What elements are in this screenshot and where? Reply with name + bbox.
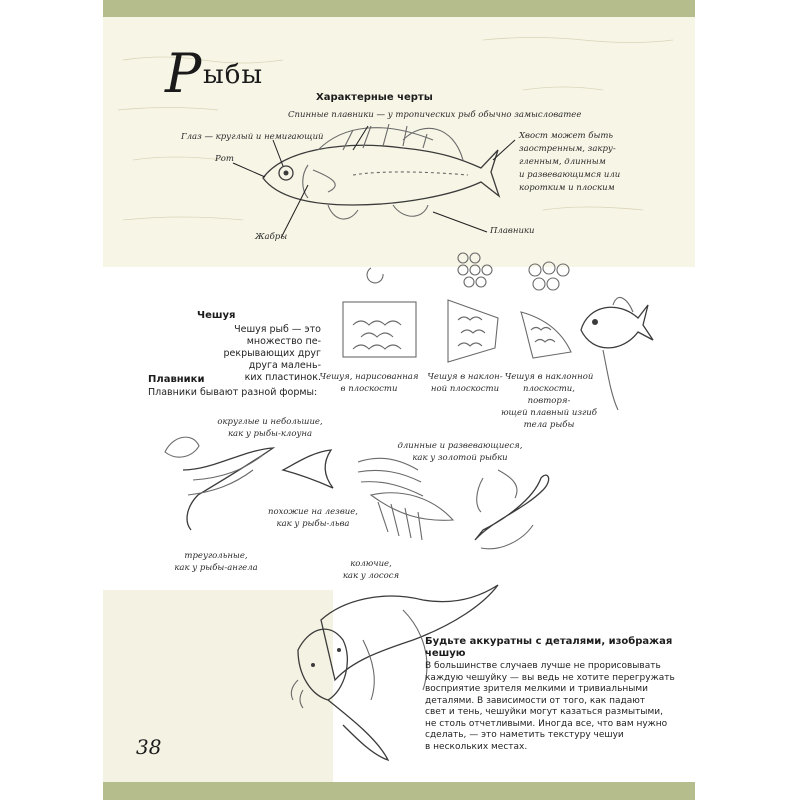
tip-text-line: в нескольких местах. bbox=[425, 741, 528, 752]
caption-line: округлые и небольшие, bbox=[217, 417, 323, 427]
tip-heading bbox=[425, 636, 672, 660]
caption-line: плоскости, повторя- bbox=[523, 384, 575, 406]
long-fin-sketch bbox=[358, 458, 453, 540]
caption-line: Чешуя в наклон- bbox=[427, 372, 503, 382]
triangular-fin-sketch bbox=[183, 448, 273, 530]
tip-text bbox=[425, 661, 675, 753]
caption-line: длинные и развевающиеся, bbox=[397, 441, 523, 451]
scales-description bbox=[197, 324, 321, 384]
label-mouth: Рот bbox=[215, 154, 234, 164]
title-initial: Р bbox=[165, 42, 202, 105]
tip-text-line: свет и тень, чешуйки могут казаться размытыми, bbox=[425, 707, 663, 717]
tail-line: и развевающимся или bbox=[519, 170, 621, 180]
fins-intro: Плавники бывают разной формы: bbox=[148, 387, 318, 398]
scales-text-line: ких пластинок. bbox=[244, 372, 321, 383]
label-dorsal-fins: Спинные плавники — у тропических рыб обычно замысловатее bbox=[288, 110, 582, 120]
fins-heading: Плавники bbox=[148, 374, 205, 385]
rounded-fin-sketch bbox=[165, 437, 199, 457]
label-tail bbox=[519, 130, 620, 195]
scales-heading: Чешуя bbox=[197, 310, 236, 321]
caption-line: ющей плавный изгиб bbox=[501, 408, 597, 418]
caption-line: как у рыбы-ангела bbox=[174, 563, 258, 573]
page-title: ыбы bbox=[203, 60, 264, 90]
caption-flat-scales bbox=[319, 371, 419, 395]
tail-line: Хвост может быть bbox=[519, 131, 614, 141]
label-gills: Жабры bbox=[255, 232, 288, 242]
page-number: 38 bbox=[136, 735, 162, 759]
tip-text-line: каждую чешуйку — вы ведь не хотите перегружать bbox=[425, 672, 675, 683]
tip-text-line: восприятие зрителя мелкими и тривиальными bbox=[425, 684, 648, 694]
scales-curved-sketch bbox=[521, 262, 571, 358]
caption-line: колючие, bbox=[350, 559, 392, 569]
label-fins: Плавники bbox=[490, 226, 535, 236]
label-eye: Глаз — круглый и немигающий bbox=[181, 132, 324, 142]
scales-text-line: Чешуя рыб — это множество пе- bbox=[234, 324, 321, 347]
tip-text-line: В большинстве случаев лучше не прорисовывать bbox=[425, 661, 661, 671]
scales-text-line: рекрывающих друг друга малень- bbox=[223, 348, 321, 371]
caption-line: похожие на лезвие, bbox=[268, 507, 358, 517]
caption-line: Чешуя в наклонной bbox=[504, 372, 594, 382]
features-heading: Характерные черты bbox=[316, 92, 433, 103]
tip-text-line: сделать, — это наметить текстуру чешуи bbox=[425, 730, 624, 740]
caption-curved-scales bbox=[501, 371, 597, 431]
tip-text-line: не столь отчетливыми. Иногда все, что вам нужно bbox=[425, 718, 668, 729]
tail-line: коротким и плоским bbox=[519, 183, 615, 193]
caption-rounded-fins bbox=[215, 416, 325, 440]
caption-long-fins bbox=[396, 440, 524, 464]
tail-line: заостренным, закру- bbox=[519, 144, 616, 154]
tail-line: гленным, длинным bbox=[519, 157, 606, 167]
caption-spiny-fins bbox=[331, 558, 411, 582]
caption-line: треугольные, bbox=[184, 551, 248, 561]
tip-heading-line: чешую bbox=[425, 648, 466, 659]
book-page bbox=[103, 0, 695, 800]
caption-line: Чешуя, нарисованная bbox=[319, 372, 419, 382]
caption-line: как у золотой рыбки bbox=[412, 453, 508, 463]
forked-fin-sketch bbox=[283, 450, 333, 488]
caption-line: как у рыбы-льва bbox=[276, 519, 350, 529]
caption-line: в плоскости bbox=[340, 384, 398, 394]
caption-line: тела рыбы bbox=[523, 420, 575, 430]
caption-line: как у рыбы-клоуна bbox=[227, 429, 313, 439]
caption-forked-fins bbox=[263, 506, 363, 530]
caption-tilted-scales bbox=[425, 371, 505, 395]
caption-triangular-fins bbox=[166, 550, 266, 574]
caption-line: как у лосося bbox=[342, 571, 400, 581]
scales-tilted-sketch bbox=[448, 253, 498, 362]
tip-heading-line: Будьте аккуратны с деталями, изображая bbox=[425, 636, 673, 647]
tip-text-line: деталями. В зависимости от того, как падают bbox=[425, 695, 646, 706]
scales-flat-sketch bbox=[343, 268, 416, 357]
goldfish-sketch bbox=[475, 470, 549, 549]
caption-line: ной плоскости bbox=[430, 384, 500, 394]
